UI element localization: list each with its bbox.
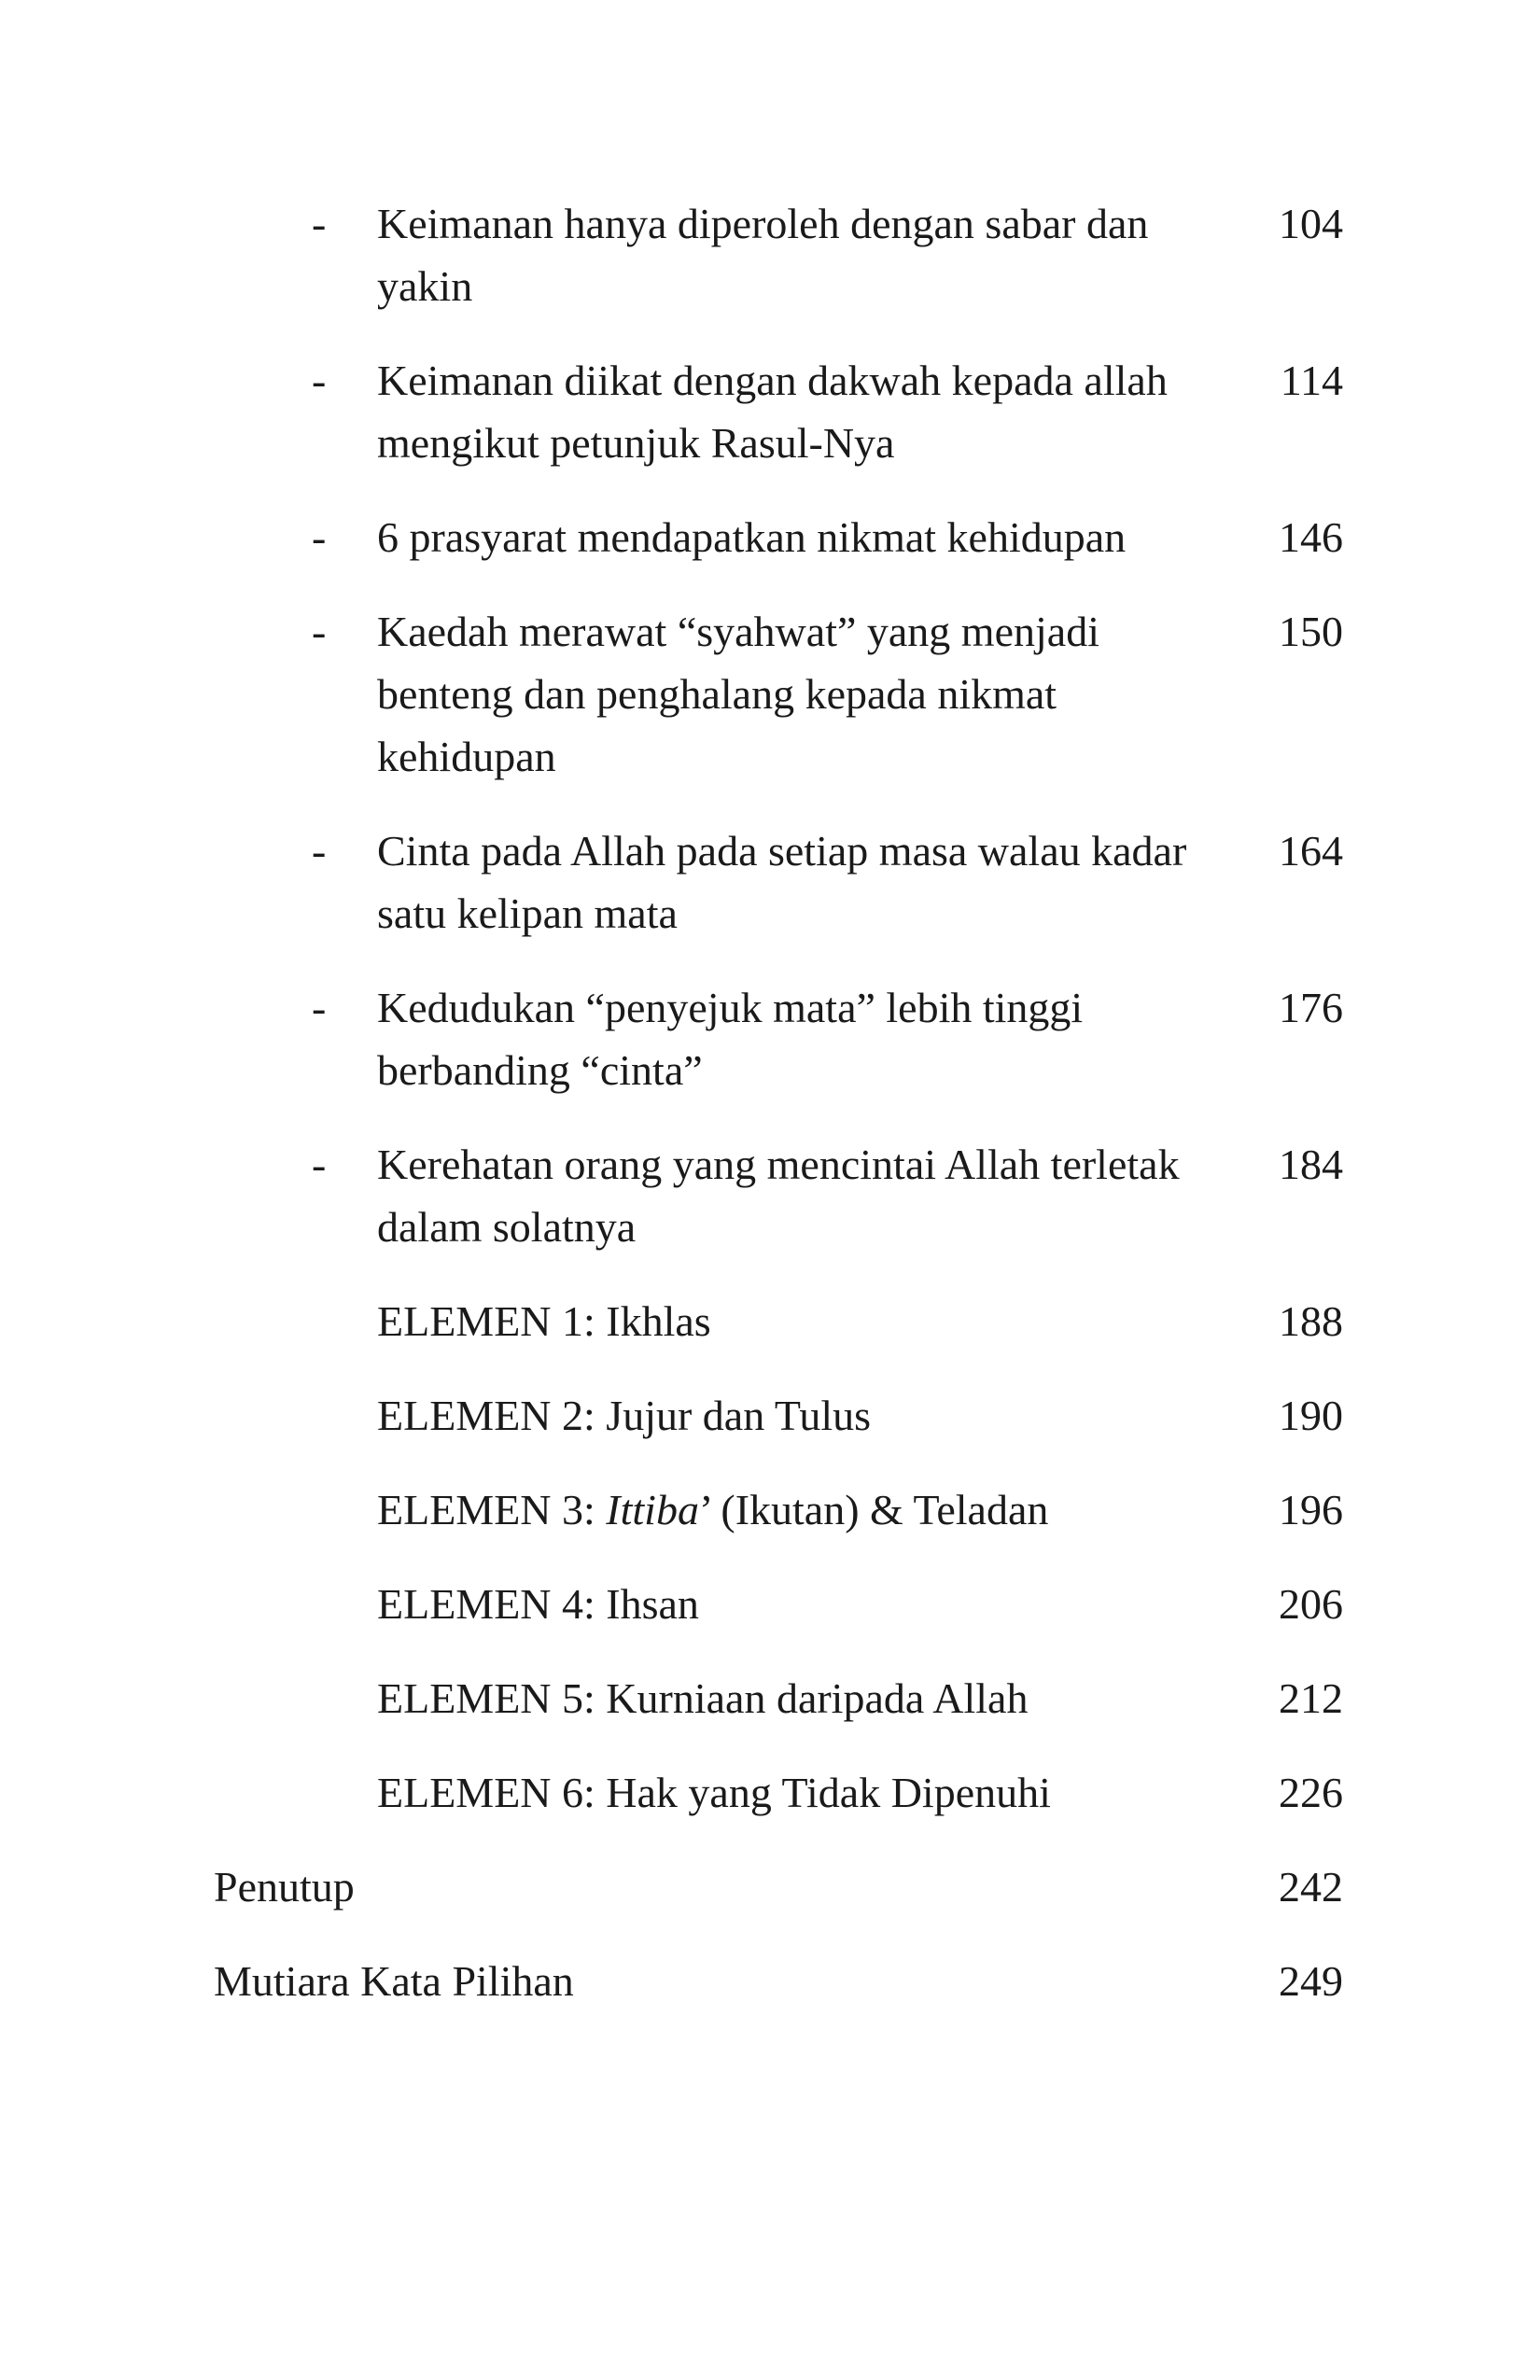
toc-entry-title-italic: Ittiba: [606, 1486, 699, 1533]
toc-page-number: 190: [1279, 1392, 1343, 1439]
toc-page-number: 212: [1279, 1674, 1343, 1722]
toc-page-number: 104: [1279, 200, 1343, 247]
toc-entry-title: Kerehatan orang yang mencintai Allah terletak dalam solatnya: [377, 1141, 1180, 1251]
bullet-dash: -: [312, 357, 327, 404]
table-of-contents: [0, 192, 1540, 2044]
toc-entry[interactable]: [0, 1667, 1540, 1729]
toc-entry-title-prefix: ELEMEN 3:: [377, 1486, 607, 1533]
toc-entry-title: Kedudukan “penyejuk mata” lebih tinggi berbanding “cinta”: [377, 984, 1084, 1094]
toc-entry[interactable]: [0, 1950, 1540, 2012]
toc-entry[interactable]: [0, 1133, 1540, 1258]
toc-entry-title-suffix: ’ (Ikutan) & Teladan: [698, 1486, 1049, 1533]
toc-entry-title: Penutup: [214, 1863, 355, 1911]
toc-page-number: 242: [1279, 1863, 1343, 1911]
bullet-dash: -: [312, 513, 327, 561]
toc-entry-title: [377, 1478, 1236, 1541]
toc-entry-title: ELEMEN 6: Hak yang Tidak Dipenuhi: [377, 1769, 1051, 1816]
toc-entry-title: ELEMEN 5: Kurniaan daripada Allah: [377, 1674, 1029, 1722]
toc-entry[interactable]: [0, 1855, 1540, 1918]
toc-entry-title: Kaedah merawat “syahwat” yang menjadi benteng dan penghalang kepada nikmat kehidupan: [377, 608, 1099, 780]
toc-entry-title: Cinta pada Allah pada setiap masa walau kadar satu kelipan mata: [377, 827, 1187, 937]
toc-entry-title: Keimanan diikat dengan dakwah kepada allah mengikut petunjuk Rasul-Nya: [377, 357, 1168, 467]
toc-page-number: 226: [1279, 1769, 1343, 1816]
toc-page-number: 176: [1279, 984, 1343, 1031]
toc-entry[interactable]: [0, 976, 1540, 1101]
toc-page-number: 164: [1279, 827, 1343, 875]
toc-entry[interactable]: [0, 600, 1540, 788]
bullet-dash: -: [312, 608, 327, 655]
toc-page-number: 150: [1279, 608, 1343, 655]
toc-page-number: 196: [1279, 1486, 1343, 1533]
toc-entry-title: ELEMEN 2: Jujur dan Tulus: [377, 1392, 872, 1439]
bullet-dash: -: [312, 1141, 327, 1188]
toc-page-number: 114: [1280, 357, 1343, 404]
toc-entry[interactable]: [0, 506, 1540, 568]
toc-entry[interactable]: [0, 349, 1540, 474]
toc-entry[interactable]: [0, 1384, 1540, 1447]
toc-page-number: 206: [1279, 1580, 1343, 1628]
toc-page-number: 146: [1279, 513, 1343, 561]
toc-entry-title: ELEMEN 4: Ihsan: [377, 1580, 699, 1628]
toc-entry[interactable]: [0, 1478, 1540, 1541]
toc-entry[interactable]: [0, 1573, 1540, 1635]
toc-page-number: 249: [1279, 1957, 1343, 2005]
bullet-dash: -: [312, 200, 327, 247]
toc-page-number: 188: [1279, 1297, 1343, 1345]
toc-entry[interactable]: [0, 192, 1540, 317]
toc-entry-title: Mutiara Kata Pilihan: [214, 1957, 574, 2005]
toc-entry-title: Keimanan hanya diperoleh dengan sabar dan yakin: [377, 200, 1149, 310]
toc-page-number: 184: [1279, 1141, 1343, 1188]
toc-entry[interactable]: [0, 1290, 1540, 1352]
toc-entry[interactable]: [0, 1761, 1540, 1824]
bullet-dash: -: [312, 827, 327, 875]
toc-entry-title: ELEMEN 1: Ikhlas: [377, 1297, 711, 1345]
bullet-dash: -: [312, 984, 327, 1031]
toc-entry-title: 6 prasyarat mendapatkan nikmat kehidupan: [377, 513, 1127, 561]
toc-entry[interactable]: [0, 819, 1540, 945]
